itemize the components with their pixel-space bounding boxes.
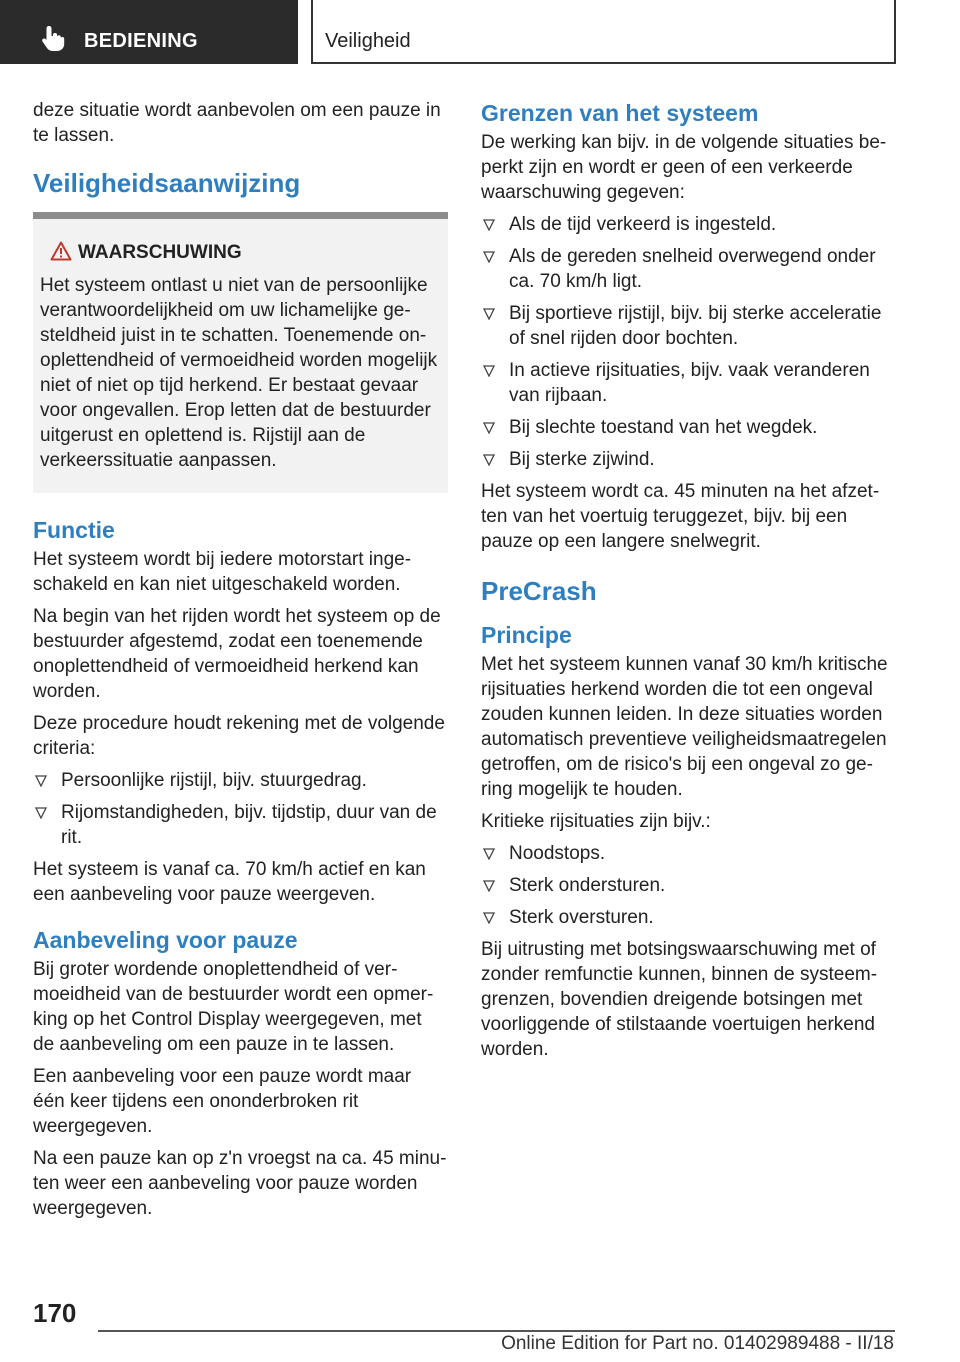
list-item: Sterk ondersturen. xyxy=(481,873,895,898)
list-item: Bij sterke zijwind. xyxy=(481,447,895,472)
triangle-bullet-icon xyxy=(483,848,495,860)
kritiek-list xyxy=(481,841,895,930)
list-item: Sterk oversturen. xyxy=(481,905,895,930)
intro-paragraph: deze situatie wordt aanbevolen om een pauze in te lassen. xyxy=(33,100,441,146)
page-number: 170 xyxy=(33,1298,77,1328)
precrash-heading: PreCrash xyxy=(481,576,597,606)
functie-paragraph-1: Het systeem wordt bij iedere motorstart ingeschakeld en kan niet uitgeschakeld worden. xyxy=(33,549,412,595)
grenzen-paragraph-1: De werking kan bijv. in de volgende situaties beperkt zijn en wordt er geen of een verkeerde waarschuwing gegeven: xyxy=(481,132,887,203)
principe-paragraph-3: Bij uitrusting met botsingswaarschuwing met of zonder remfunctie kunnen, binnen de systeemgrenzen, bovendien dreigende botsingen met voorliggende of stilstaande voertuigen herkend worden. xyxy=(481,939,878,1060)
triangle-bullet-icon xyxy=(35,775,47,787)
functie-paragraph-2: Na begin van het rijden wordt het systeem op de bestuurder afgestemd, zodat een toenemende onoplettendheid of vermoeidheid herkend kan worden. xyxy=(33,606,441,702)
chapter-title: Veiligheid xyxy=(325,30,411,52)
warning-title xyxy=(40,241,440,265)
functie-paragraph-3: Deze procedure houdt rekening met de volgende criteria: xyxy=(33,713,445,759)
triangle-bullet-icon xyxy=(483,422,495,434)
edition-text: Online Edition for Part no. 01402989488 - II/18 xyxy=(501,1333,894,1354)
list-item: Bij sportieve rijstijl, bijv. bij sterke acceleratie of snel rijden door bochten. xyxy=(481,301,895,351)
triangle-bullet-icon xyxy=(483,880,495,892)
functie-paragraph-4: Het systeem is vanaf ca. 70 km/h actief en kan een aanbeveling voor pauze weergeven. xyxy=(33,859,426,905)
warning-triangle-icon xyxy=(50,241,72,261)
grenzen-heading: Grenzen van het systeem xyxy=(481,100,759,126)
triangle-bullet-icon xyxy=(483,251,495,263)
pauze-paragraph-2: Een aanbeveling voor een pauze wordt maar één keer tijdens een ononderbroken rit weergegeven. xyxy=(33,1066,412,1137)
section-label: BEDIENING xyxy=(84,30,198,52)
principe-heading: Principe xyxy=(481,622,572,648)
hand-pointer-icon xyxy=(40,24,66,52)
triangle-bullet-icon xyxy=(483,308,495,320)
footer-divider xyxy=(98,1330,895,1332)
list-item: Als de tijd verkeerd is ingesteld. xyxy=(481,212,895,237)
right-column xyxy=(481,98,895,1069)
left-column xyxy=(33,98,448,1228)
criteria-list xyxy=(33,768,448,850)
principe-paragraph-1: Met het systeem kunnen vanaf 30 km/h kritische rijsituaties herkend worden die tot een ongeval zouden kunnen leiden. In deze situaties worden automatisch preventieve veiligheidsmaatregelen getroffen, om de risico's bij een ongeval zo gering mogelijk te houden. xyxy=(481,654,888,800)
list-item: Persoonlijke rijstijl, bijv. stuurgedrag. xyxy=(33,768,448,793)
pauze-paragraph-1: Bij groter wordende onoplettendheid of vermoeidheid van de bestuurder wordt een opmerking op het Control Display weergegeven, met de aanbeveling om een pauze in te lassen. xyxy=(33,959,434,1055)
grenzen-list xyxy=(481,212,895,472)
safety-heading: Veiligheidsaanwijzing xyxy=(33,168,301,198)
warning-title-text: WAARSCHUWING xyxy=(78,242,242,263)
pauze-paragraph-3: Na een pauze kan op z'n vroegst na ca. 45 minuten weer een aanbeveling voor pauze worden weergegeven. xyxy=(33,1148,447,1219)
triangle-bullet-icon xyxy=(483,365,495,377)
triangle-bullet-icon xyxy=(483,454,495,466)
warning-box xyxy=(33,212,448,493)
list-item: Als de gereden snelheid overwegend onder ca. 70 km/h ligt. xyxy=(481,244,895,294)
warning-text: Het systeem ontlast u niet van de persoonlijke verantwoordelijkheid om uw lichamelijke gesteldheid juist in te schatten. Toenemende onoplettendheid of vermoeidheid worden mogelijk niet of niet op tijd herkend. Er bestaat gevaar voor ongevallen. Erop letten dat de bestuurder uitgerust en oplettend is. Rijstijl aan de verkeerssituatie aanpassen. xyxy=(40,275,438,471)
list-item: Bij slechte toestand van het wegdek. xyxy=(481,415,895,440)
triangle-bullet-icon xyxy=(483,912,495,924)
grenzen-paragraph-2: Het systeem wordt ca. 45 minuten na het afzetten van het voertuig teruggezet, bijv. bij een pauze op een langere snelwegrit. xyxy=(481,481,880,552)
list-item: Noodstops. xyxy=(481,841,895,866)
pauze-heading: Aanbeveling voor pauze xyxy=(33,927,298,953)
list-item: Rijomstandigheden, bijv. tijdstip, duur van de rit. xyxy=(33,800,448,850)
triangle-bullet-icon xyxy=(35,807,47,819)
principe-paragraph-2: Kritieke rijsituaties zijn bijv.: xyxy=(481,811,711,832)
functie-heading: Functie xyxy=(33,517,115,543)
list-item: In actieve rijsituaties, bijv. vaak veranderen van rijbaan. xyxy=(481,358,895,408)
triangle-bullet-icon xyxy=(483,219,495,231)
